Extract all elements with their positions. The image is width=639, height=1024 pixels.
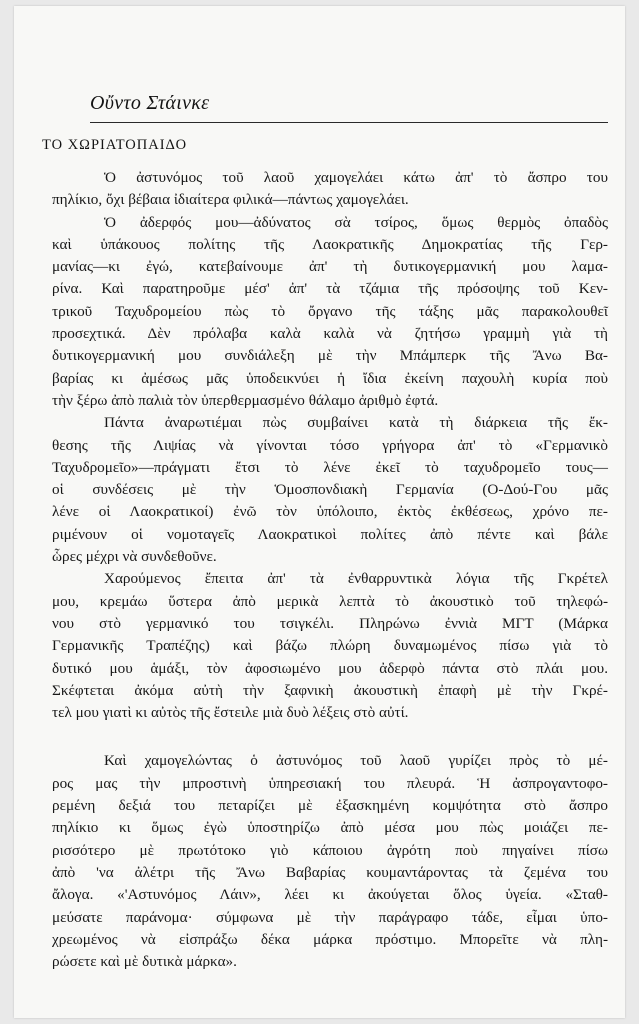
text-line: πηλίκιο, ὄχι βέβαια ἰδιαίτερα φιλικά—πάντως χαμογελάει. xyxy=(52,191,409,209)
author-name: Οὔντο Στάινκε xyxy=(90,92,210,114)
text-line: βαρίας κι ἀμέσως μᾶς ὑποδεικνύει ἡ ἴδια ἐκείνη παχουλὴ κυρία ποὺ xyxy=(52,369,608,387)
text-line: νου στὸ γερμανικό του τσιγκέλι. Πληρώνω ἐννιὰ ΜΓΤ (Μάρκα xyxy=(52,614,608,632)
text-line: Ὁ ἀστυνόμος τοῦ λαοῦ χαμογελάει κάτω ἀπ' τὸ ἄσπρο του xyxy=(104,169,608,186)
text-line: μου, κρεμάω ὕστερα ἀπὸ μερικὰ λεπτὰ τὸ ἀκουστικὸ τοῦ τηλεφώ- xyxy=(52,592,608,610)
text-line: ρισσότερο μὲ πρωτότοκο γιὸ κάποιου ἀγρότη ποὺ πηγαίνει πίσω xyxy=(52,841,608,859)
text-line: Χαρούμενος ἔπειτα ἀπ' τὰ ἐνθαρρυντικὰ λόγια τῆς Γκρέτελ xyxy=(104,570,608,588)
paragraph xyxy=(52,412,608,568)
text-line: τὴν ξέρω ἀπὸ παλιὰ τὸν ὑπερθερμασμένο θάλαμο ἀριθμὸ ἐφτά. xyxy=(52,391,439,409)
text-line: Σκέφτεται ἀκόμα αὐτὴ τὴν ξαφνικὴ ἀκουστικὴ ἐπαφὴ μὲ τὴν Γκρέ- xyxy=(52,681,608,699)
text-line: Ὁ ἀδερφός μου—ἀδύνατος σὰ τσίρος, ὅμως θερμὸς ὀπαδὸς xyxy=(104,213,608,231)
text-line: ρώσετε καὶ μὲ δυτικὰ μάρκα». xyxy=(52,953,237,971)
text-line: Ταχυδρομεῖο»—πράγματι ἔτσι τὸ λένε ἐκεῖ τὸ ταχυδρομεῖο τους— xyxy=(52,458,608,476)
text-line: ρίνα. Καὶ παρατηροῦμε μέσ' ἀπ' τὰ τζάμια τῆς πρόσοψης τοῦ Κεν- xyxy=(52,280,608,298)
text-line: δυτικογερμανική μου συνδιάλεξη μὲ τὴν Μπάμπερκ τῆς Ἄνω Βα- xyxy=(52,347,608,365)
running-header xyxy=(90,92,608,123)
text-line: καὶ ὑπάκουος πολίτης τῆς Λαοκρατικῆς Δημοκρατίας τῆς Γερ- xyxy=(52,235,608,253)
text-line: Γερμανικῆς Τραπέζης) καὶ βάζω πλώρη δυναμωμένος πίσω γιὰ τὸ xyxy=(52,637,608,655)
text-line: ρεμένη δεξιά του πεταρίζει μὲ ἐξασκημένη κομψότητα στὸ ἄσπρο xyxy=(52,797,608,815)
text-line: χρεωμένος νὰ εἰσπράξω δέκα μάρκα πρόστιμο. Μπορεῖτε νὰ πλη- xyxy=(52,930,608,948)
story-title: ΤΟ ΧΩΡΙΑΤΟΠΑΙΔΟ xyxy=(42,137,188,153)
text-line: μανίας—κι ἐγώ, κατεβαίνουμε ἀπ' τὴ δυτικογερμανική μου λαμα- xyxy=(52,258,608,276)
paragraph xyxy=(52,212,608,413)
text-line: ἄλογα. «'Αστυνόμος Λάιν», λέει κι ἀκούγεται ὅλος ὑγεία. «Σταθ- xyxy=(52,886,608,904)
text-line: προσεχτικά. Δὲν πρόλαβα καλὰ καλὰ νὰ ζητήσω γραμμὴ γιὰ τὴ xyxy=(52,325,608,343)
text-line: ἀπὸ 'να ἀλέτρι τῆς Ἄνω Βαβαρίας κουμαντάροντας τὰ ζεμένα του xyxy=(52,863,608,881)
text-line: πηλίκιο κι ὅμως ἐγὼ ὑποστηρίζω ἀπὸ μέσα μου πὼς μοιάζει πε- xyxy=(52,819,608,837)
text-line: τελ μου γιατὶ κι αὐτὸς τῆς ἔστειλε μιὰ δυὸ λέξεις στὸ αὐτί. xyxy=(52,704,409,722)
text-line: Καὶ χαμογελώντας ὁ ἀστυνόμος τοῦ λαοῦ γυρίζει πρὸς τὸ μέ- xyxy=(104,752,608,770)
book-page xyxy=(14,6,625,1018)
text-line: δυτικό μου ἁμάξι, τὸν ἀφοσιωμένο μου ἀδερφὸ πάντα στὸ πλάι μου. xyxy=(52,659,608,677)
body-text xyxy=(52,167,608,973)
text-line: λένε οἱ Λαοκρατικοί) ἐνῶ τὸν ὑπόλοιπο, ἐκτὸς ἐκθέσεως, χρόνο πε- xyxy=(52,503,608,521)
section-break xyxy=(52,724,608,750)
text-line: ὧρες μέχρι νὰ συνδεθοῦνε. xyxy=(52,548,217,566)
text-line: μεύσατε παράνομα· σύμφωνα μὲ τὴν παράγραφο τάδε, εἶμαι ὑπο- xyxy=(52,908,608,926)
text-line: θεσης τῆς Λιψίας νὰ γίνονται τόσο γρήγορα ἀπ' τὸ «Γερμανικὸ xyxy=(52,436,608,454)
paragraph xyxy=(52,568,608,724)
text-line: Πάντα ἀναρωτιέμαι πὼς συμβαίνει κατὰ τὴ διάρκεια τῆς ἔκ- xyxy=(104,414,608,432)
text-line: τρικοῦ Ταχυδρομείου πὼς τὸ ὄργανο τῆς τάξης μᾶς παρακολουθεῖ xyxy=(52,302,608,320)
paragraph xyxy=(52,750,608,973)
text-line: ρος μας τὴν μπροστινὴ ὑπηρεσιακή του πλευρά. Ἡ ἀσπρογαντοφο- xyxy=(52,774,608,792)
text-line: ριμένουν οἱ νομοταγεῖς Λαοκρατικοὶ πολίτες ἀπὸ πέντε καὶ βάλε xyxy=(52,525,608,543)
paragraph xyxy=(52,167,608,212)
text-line: οἱ συνδέσεις μὲ τὴν Ὁμοσπονδιακὴ Γερμανία (Ο-Δού-Γου μᾶς xyxy=(52,481,608,499)
